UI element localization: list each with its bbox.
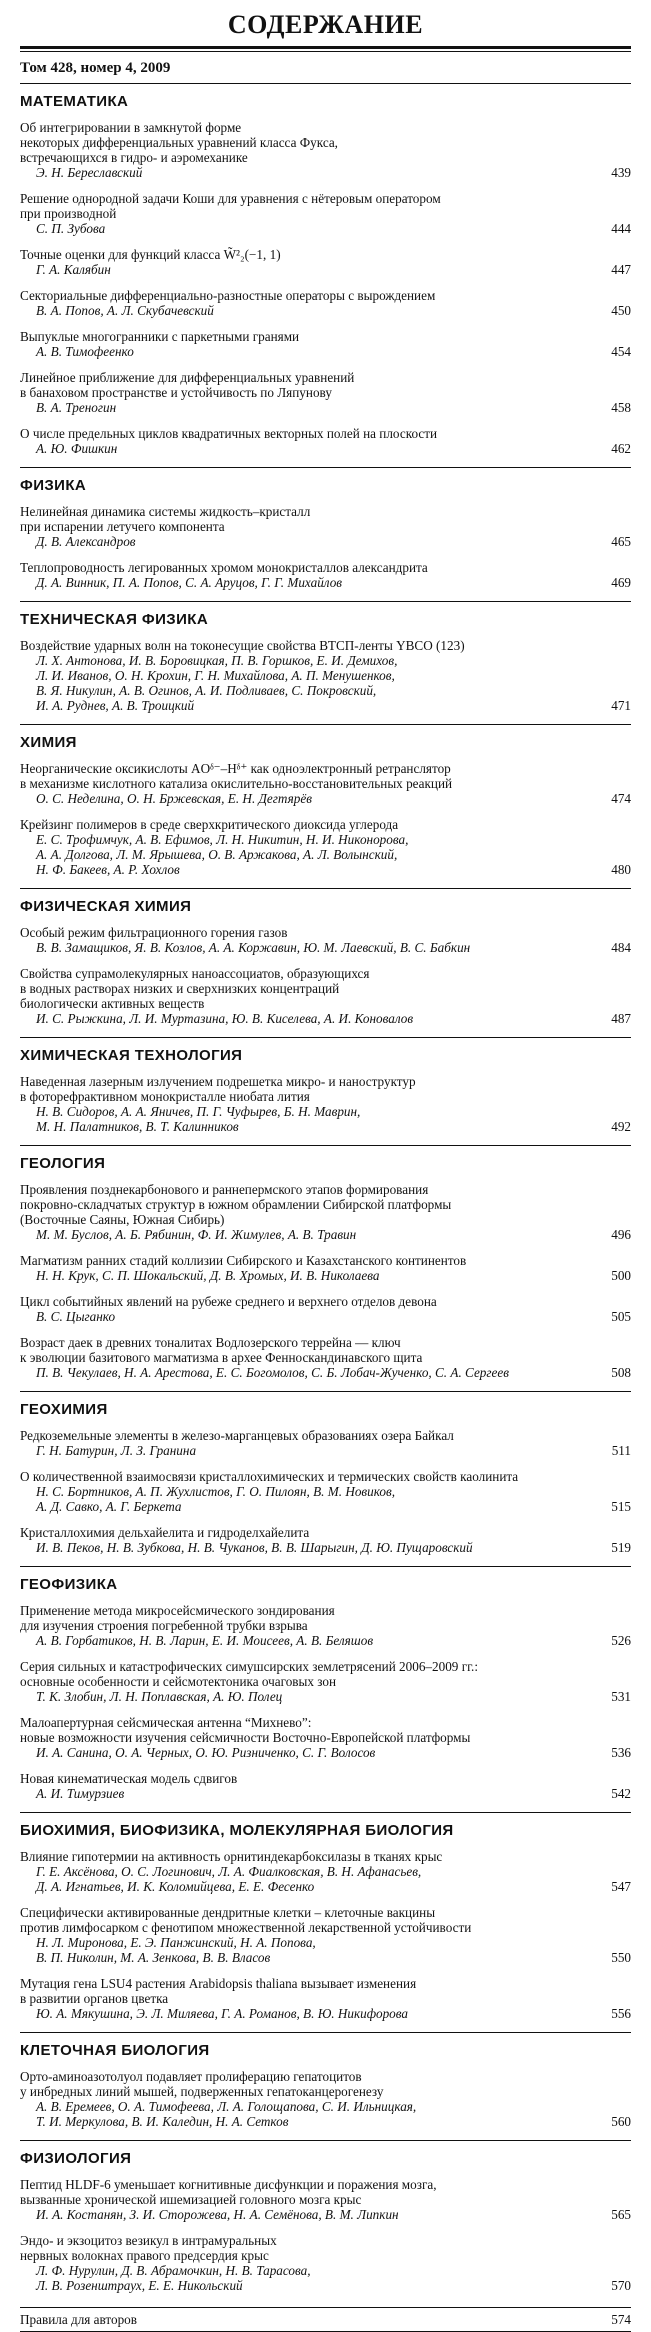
page-number: 444	[611, 221, 631, 236]
page-number: 480	[611, 862, 631, 877]
article-title: Специфически активированные дендритные клетки – клеточные вакцины против лимфосарком с фенотипом множественной лекарственной устойчивости	[20, 1905, 472, 1935]
article-entry[interactable]	[20, 638, 631, 713]
article-entry[interactable]	[20, 120, 631, 180]
article-entry[interactable]	[20, 247, 631, 277]
article-title: Наведенная лазерным излучением подрешетка микро- и наноструктур в фоторефрактивном монокристалле ниобата лития	[20, 1074, 416, 1104]
section-heading: БИОХИМИЯ, БИОФИЗИКА, МОЛЕКУЛЯРНАЯ БИОЛОГИЯ	[20, 1822, 454, 1839]
rules-entry[interactable]	[20, 2312, 631, 2328]
article-title: Секториальные дифференциально-разностные операторы с вырождением	[20, 288, 436, 303]
article-entry[interactable]	[20, 1428, 631, 1458]
article-title: Новая кинематическая модель сдвигов	[20, 1771, 238, 1786]
section	[20, 1145, 631, 1380]
article-authors: Э. Н. Береславский	[36, 165, 143, 180]
article-authors: Т. К. Злобин, Л. Н. Поплавская, А. Ю. Полец	[36, 1689, 283, 1704]
article-authors: Д. В. Александров	[36, 534, 136, 549]
article-entry[interactable]	[20, 1715, 631, 1760]
article-authors: Н. Н. Крук, С. П. Шокальский, Д. В. Хромых, И. В. Николаева	[36, 1268, 380, 1283]
article-authors: Г. Н. Батурин, Л. З. Гранина	[36, 1443, 197, 1458]
article-title: Применение метода микросейсмического зондирования для изучения строения погребенной трубки взрыва	[20, 1603, 335, 1633]
footer-rule-top	[20, 2307, 631, 2308]
page-number: 519	[611, 1540, 631, 1555]
article-entry[interactable]	[20, 925, 631, 955]
article-entry[interactable]	[20, 560, 631, 590]
article-authors: И. В. Пеков, Н. В. Зубкова, Н. В. Чуканов, В. В. Шарыгин, Д. Ю. Пущаровский	[36, 1540, 473, 1555]
article-title: О количественной взаимосвязи кристаллохимических и термических свойств каолинита	[20, 1469, 519, 1484]
section-divider	[20, 888, 631, 889]
section	[20, 724, 631, 877]
article-entry[interactable]	[20, 191, 631, 236]
rules-page-number: 574	[611, 2312, 631, 2327]
page-number: 450	[611, 303, 631, 318]
page-number: 487	[611, 1011, 631, 1026]
section-heading: ХИМИЧЕСКАЯ ТЕХНОЛОГИЯ	[20, 1047, 243, 1064]
article-entry[interactable]	[20, 966, 631, 1026]
article-authors: А. В. Тимофеенко	[36, 344, 134, 359]
article-authors: Г. А. Калябин	[36, 262, 111, 277]
article-entry[interactable]	[20, 761, 631, 806]
section	[20, 467, 631, 590]
page-number: 560	[611, 2114, 631, 2129]
article-entry[interactable]	[20, 1976, 631, 2021]
section-heading: ФИЗИЧЕСКАЯ ХИМИЯ	[20, 898, 192, 915]
page-number: 474	[611, 791, 631, 806]
section-divider	[20, 83, 631, 84]
section-heading: ХИМИЯ	[20, 734, 77, 751]
page-number: 500	[611, 1268, 631, 1283]
section-heading: ГЕОХИМИЯ	[20, 1401, 108, 1418]
rules-title: Правила для авторов	[20, 2312, 137, 2327]
article-title: Выпуклые многогранники с паркетными гранями	[20, 329, 300, 344]
article-authors: А. В. Еремеев, О. А. Тимофеева, Л. А. Голощапова, С. И. Ильницкая, Т. И. Меркулова, В. И. Каледин, Н. А. Сетков	[36, 2099, 417, 2129]
article-title: Решение однородной задачи Коши для уравнения с нётеровым оператором при производной	[20, 191, 441, 221]
article-title: Воздействие ударных волн на токонесущие свойства ВТСП-ленты YBCO (123)	[20, 638, 465, 653]
article-entry[interactable]	[20, 1335, 631, 1380]
article-title: Об интегрировании в замкнутой форме некоторых дифференциальных уравнений класса Фукса, встречающихся в гидро- и аэромеханике	[20, 120, 338, 165]
article-authors: П. В. Чекулаев, Н. А. Арестова, Е. С. Богомолов, С. Б. Лобач-Жученко, С. А. Сергеев	[36, 1365, 509, 1380]
article-authors: Е. С. Трофимчук, А. В. Ефимов, Л. Н. Никитин, Н. И. Никонорова, А. А. Долгова, Л. М. Ярышева, О. В. Аржакова, А. Л. Волынский, Н. Ф. Бакеев, А. Р. Хохлов	[36, 832, 409, 877]
article-title: Мутация гена LSU4 растения Arabidopsis thaliana вызывает изменения в развитии органов цветка	[20, 1976, 417, 2006]
article-authors: Л. Х. Антонова, И. В. Боровицкая, П. В. Горшков, Е. И. Демихов, Л. И. Иванов, О. Н. Крохин, Г. Н. Михайлова, А. П. Менушенков, В. Я. Никулин, А. В. Огинов, А. И. Подливаев, С. Покровский, И. А. Руднев, А. В. Троицкий	[36, 653, 398, 713]
article-entry[interactable]	[20, 1659, 631, 1704]
article-authors: Л. Ф. Нурулин, Д. В. Абрамочкин, Н. В. Тарасова, Л. В. Розенштраух, Е. Е. Никольский	[36, 2263, 311, 2293]
article-authors: Н. В. Сидоров, А. А. Яничев, П. Г. Чуфырев, Б. Н. Маврин, М. Н. Палатников, В. Т. Калинников	[36, 1104, 361, 1134]
article-title: Крейзинг полимеров в среде сверхкритического диоксида углерода	[20, 817, 399, 832]
page-number: 471	[611, 698, 631, 713]
page-number: 465	[611, 534, 631, 549]
page-number: 496	[611, 1227, 631, 1242]
article-entry[interactable]	[20, 1253, 631, 1283]
page-number: 556	[611, 2006, 631, 2021]
section-divider	[20, 1391, 631, 1392]
issue-info: Том 428, номер 4, 2009	[20, 60, 171, 76]
article-authors: В. А. Попов, А. Л. Скубачевский	[36, 303, 214, 318]
page-number: 526	[611, 1633, 631, 1648]
article-title: Возраст даек в древних тоналитах Водлозерского террейна — ключ к эволюции базитового магматизма в архее Фенноскандинавского щита	[20, 1335, 423, 1365]
article-authors: А. И. Тимурзиев	[36, 1786, 125, 1801]
section-heading: МАТЕМАТИКА	[20, 93, 129, 110]
article-authors: Д. А. Винник, П. А. Попов, С. А. Аруцов, Г. Г. Михайлов	[36, 575, 343, 590]
article-authors: А. Ю. Фишкин	[36, 441, 118, 456]
page-number: 570	[611, 2278, 631, 2293]
page-number: 454	[611, 344, 631, 359]
article-authors: В. А. Треногин	[36, 400, 117, 415]
title-rule-thin	[20, 51, 631, 52]
section	[20, 83, 631, 456]
article-title: Орто-аминоазотолуол подавляет пролиферацию гепатоцитов у инбредных линий мышей, подверженных гепатоканцерогенезу	[20, 2069, 384, 2099]
article-entry[interactable]	[20, 1771, 631, 1801]
article-title: Цикл событийных явлений на рубеже среднего и верхнего отделов девона	[20, 1294, 437, 1309]
section	[20, 1037, 631, 1134]
article-title: Пептид HLDF-6 уменьшает когнитивные дисфункции и поражения мозга, вызванные хронической ишемизацией головного мозга крыс	[20, 2177, 437, 2207]
page-number: 515	[611, 1499, 631, 1514]
page-number: 550	[611, 1950, 631, 1965]
article-authors: И. А. Костанян, З. И. Сторожева, Н. А. Семёнова, В. М. Липкин	[36, 2207, 399, 2222]
section-divider	[20, 1145, 631, 1146]
section-heading: ТЕХНИЧЕСКАЯ ФИЗИКА	[20, 611, 209, 628]
sections-container	[20, 83, 631, 2293]
article-authors: Н. С. Бортников, А. П. Жухлистов, Г. О. Пилоян, В. М. Новиков, А. Д. Савко, А. Г. Беркета	[36, 1484, 396, 1514]
article-title: Особый режим фильтрационного горения газов	[20, 925, 288, 940]
article-title: Малоапертурная сейсмическая антенна “Михнево”: новые возможности изучения сейсмичности Восточно-Европейской платформы	[20, 1715, 471, 1745]
article-authors: Ю. А. Мякушина, Э. Л. Миляева, Г. А. Романов, В. Ю. Никифорова	[36, 2006, 408, 2021]
page-title: СОДЕРЖАНИЕ	[227, 10, 424, 39]
page-number: 469	[611, 575, 631, 590]
article-authors: М. М. Буслов, А. Б. Рябинин, Ф. И. Жимулев, А. В. Травин	[36, 1227, 357, 1242]
title-block	[20, 10, 631, 40]
section	[20, 1812, 631, 2021]
page-number: 447	[611, 262, 631, 277]
article-authors: В. С. Цыганко	[36, 1309, 116, 1324]
article-title: Теплопроводность легированных хромом монокристаллов александрита	[20, 560, 428, 575]
article-entry[interactable]	[20, 1525, 631, 1555]
article-authors: О. С. Неделина, О. Н. Бржевская, Е. Н. Дегтярёв	[36, 791, 312, 806]
page-number: 531	[611, 1689, 631, 1704]
section	[20, 2032, 631, 2129]
section-heading: КЛЕТОЧНАЯ БИОЛОГИЯ	[20, 2042, 210, 2059]
section	[20, 601, 631, 713]
article-title: Влияние гипотермии на активность орнитиндекарбоксилазы в тканях крыс	[20, 1849, 443, 1864]
article-title: Свойства супрамолекулярных наноассоциатов, образующихся в водных растворах низких и сверхнизких концентраций биологически активных веществ	[20, 966, 370, 1011]
article-entry[interactable]	[20, 1905, 631, 1965]
article-entry[interactable]	[20, 1849, 631, 1894]
article-entry[interactable]	[20, 2069, 631, 2129]
article-title: Неорганические оксикислоты AOᵟ⁻–Hᵟ⁺ как одноэлектронный ретранслятор в механизме кислотного катализа окислительно-восстановительных реакций	[20, 761, 453, 791]
article-authors: Г. Е. Аксёнова, О. С. Логинович, Л. А. Фиалковская, В. Н. Афанасьев, Д. А. Игнатьев, И. К. Коломийцева, Е. Е. Фесенко	[36, 1864, 422, 1894]
section	[20, 2140, 631, 2293]
section-heading: ФИЗИОЛОГИЯ	[20, 2150, 132, 2167]
article-title: Магматизм ранних стадий коллизии Сибирского и Казахстанского континентов	[20, 1253, 467, 1268]
section-divider	[20, 467, 631, 468]
article-authors: И. А. Санина, О. А. Черных, О. Ю. Ризниченко, С. Г. Волосов	[36, 1745, 376, 1760]
article-entry[interactable]	[20, 426, 631, 456]
section-divider	[20, 1812, 631, 1813]
article-authors: С. П. Зубова	[36, 221, 106, 236]
article-authors: Н. Л. Миронова, Е. Э. Панжинский, Н. А. Попова, В. П. Николин, М. А. Зенкова, В. В. Власов	[36, 1935, 316, 1965]
article-entry[interactable]	[20, 329, 631, 359]
section-divider	[20, 1566, 631, 1567]
article-entry[interactable]	[20, 817, 631, 877]
article-title: Серия сильных и катастрофических симушсирских землетрясений 2006–2009 гг.: основные особенности и сейсмотектоника очаговых зон	[20, 1659, 478, 1689]
article-title: Точные оценки для функций класса W̃²₂(−1, 1)	[20, 247, 281, 262]
article-title: Нелинейная динамика системы жидкость–кристалл при испарении летучего компонента	[20, 504, 311, 534]
section-divider	[20, 2032, 631, 2033]
section-divider	[20, 601, 631, 602]
page-number: 565	[611, 2207, 631, 2222]
page-number: 547	[611, 1879, 631, 1894]
article-authors: А. В. Горбатиков, Н. В. Ларин, Е. И. Моисеев, А. В. Беляшов	[36, 1633, 374, 1648]
article-title: Кристаллохимия дельхайелита и гидроделхайелита	[20, 1525, 310, 1540]
page-number: 511	[611, 1443, 631, 1458]
page-number: 484	[611, 940, 631, 955]
section-divider	[20, 724, 631, 725]
section-heading: ФИЗИКА	[20, 477, 87, 494]
article-entry[interactable]	[20, 288, 631, 318]
title-rule-thick	[20, 46, 631, 49]
section-divider	[20, 2140, 631, 2141]
article-entry[interactable]	[20, 1074, 631, 1134]
article-entry[interactable]	[20, 2177, 631, 2222]
article-entry[interactable]	[20, 370, 631, 415]
article-entry[interactable]	[20, 1182, 631, 1242]
page-number: 536	[611, 1745, 631, 1760]
article-entry[interactable]	[20, 1603, 631, 1648]
page-number: 462	[611, 441, 631, 456]
page-number: 542	[611, 1786, 631, 1801]
page-number: 508	[611, 1365, 631, 1380]
article-entry[interactable]	[20, 1469, 631, 1514]
section	[20, 888, 631, 1026]
section	[20, 1391, 631, 1555]
article-title: Проявления позднекарбонового и раннепермского этапов формирования покровно-складчатых структур в южном обрамлении Сибирской платформы (Восточные Саяны, Южная Сибирь)	[20, 1182, 452, 1227]
page-number: 439	[611, 165, 631, 180]
article-title: Линейное приближение для дифференциальных уравнений в банаховом пространстве и устойчивость по Ляпунову	[20, 370, 355, 400]
article-title: Редкоземельные элементы в железо-марганцевых образованиях озера Байкал	[20, 1428, 454, 1443]
page-number: 458	[611, 400, 631, 415]
article-title: Эндо- и экзоцитоз везикул в интрамуральных нервных волокнах правого предсердия крыс	[20, 2233, 277, 2263]
page-number: 492	[611, 1119, 631, 1134]
article-title: О числе предельных циклов квадратичных векторных полей на плоскости	[20, 426, 438, 441]
page-number: 505	[611, 1309, 631, 1324]
article-entry[interactable]	[20, 2233, 631, 2293]
section-heading: ГЕОФИЗИКА	[20, 1576, 118, 1593]
section-heading: ГЕОЛОГИЯ	[20, 1155, 106, 1172]
article-authors: В. В. Замащиков, Я. В. Козлов, А. А. Коржавин, Ю. М. Лаевский, В. С. Бабкин	[36, 940, 471, 955]
article-entry[interactable]	[20, 1294, 631, 1324]
section	[20, 1566, 631, 1801]
article-authors: И. С. Рыжкина, Л. И. Муртазина, Ю. В. Киселева, А. И. Коновалов	[36, 1011, 414, 1026]
article-entry[interactable]	[20, 504, 631, 549]
section-divider	[20, 1037, 631, 1038]
